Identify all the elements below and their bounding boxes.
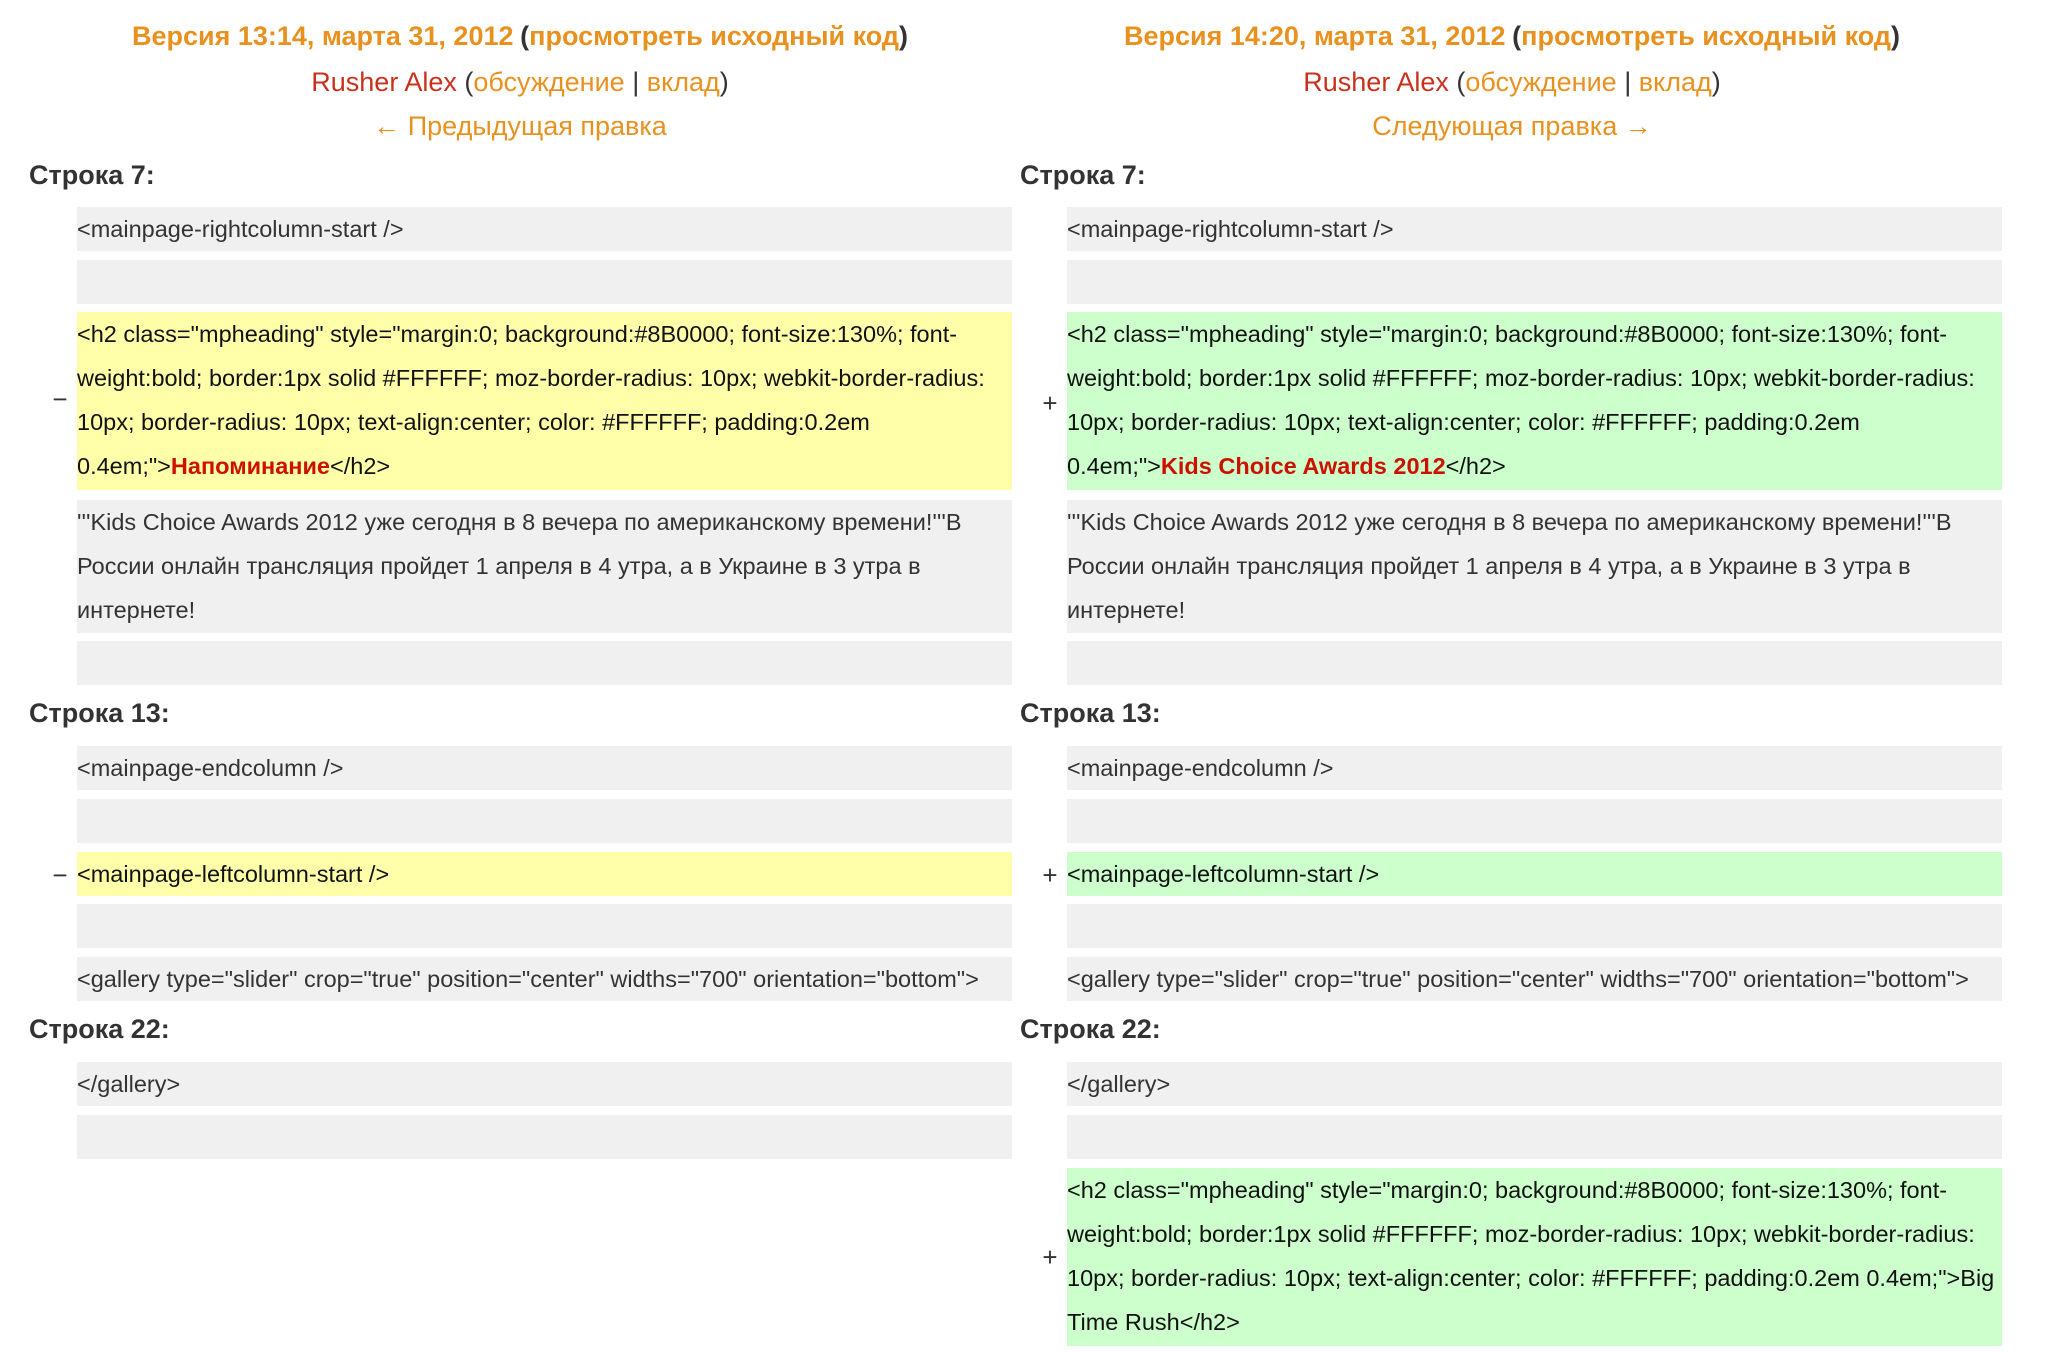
diff-context-row-empty (1067, 1115, 2002, 1159)
paren: ) (719, 67, 729, 97)
diff-context-row-empty (77, 799, 1012, 843)
row-text: <gallery type="slider" crop="true" position="center" widths="700" orientation="bottom"> (1067, 966, 1969, 992)
paren: ) (1711, 67, 1721, 97)
h2-suffix: </h2> (330, 453, 391, 479)
h2-suffix: </h2> (1445, 453, 1506, 479)
paren: ) (899, 21, 909, 51)
row-text: <gallery type="slider" crop="true" position="center" widths="700" orientation="bottom"> (77, 966, 979, 992)
left-user-link[interactable]: Rusher Alex (311, 67, 457, 97)
row-text: <h2 class="mpheading" style="margin:0; background:#8B0000; font-size:130%; font-weight:bold; border:1px solid #FFFFFF; moz-border-radius: 10px; webkit-border-radius: 10px; border-radius: 10px; text-align:center; color: #FFFFFF; padding:0.2em 0.4em;">Big Time Rush</h2> (1067, 1177, 2001, 1335)
left-user-line (30, 60, 1010, 104)
changed-text: Kids Choice Awards 2012 (1160, 453, 1446, 479)
row-text: </gallery> (77, 1071, 181, 1097)
line-label-7-right: Строка 7: (1020, 160, 1146, 190)
diff-context-row-empty (77, 1115, 1012, 1159)
h2-prefix: <h2 class="mpheading" style="margin:0; background:#8B0000; font-size:130%; font-weight:bold; border:1px solid #FFFFFF; moz-border-radius: 10px; webkit-border-radius: 10px; border-radius: 10px; text-align:center; color: #FFFFFF; padding:0.2em 0.4em;"> (1067, 321, 1982, 479)
diff-context-row-empty (1067, 260, 2002, 304)
paren: ( (520, 21, 530, 51)
line-label-13-left: Строка 13: (29, 698, 170, 728)
right-talk-link[interactable]: обсуждение (1465, 67, 1617, 97)
diff-context-row (77, 746, 1012, 790)
line-label-13-right: Строка 13: (1020, 698, 1161, 728)
diff-context-row (1067, 500, 2002, 633)
row-text: <mainpage-endcolumn /> (77, 755, 344, 781)
addition-marker: + (1042, 1242, 1058, 1272)
left-version-link[interactable]: Версия 13:14, марта 31, 2012 (131, 21, 514, 51)
deletion-marker: − (52, 860, 68, 890)
diff-context-row-empty (77, 260, 1012, 304)
right-nav-line (1022, 104, 2002, 148)
paren: ( (1512, 21, 1522, 51)
diff-context-row (77, 1062, 1012, 1106)
right-revision-header (1022, 14, 2002, 148)
diff-context-row-empty (1067, 641, 2002, 685)
right-version-line (1022, 14, 2002, 60)
right-view-source-link[interactable]: просмотреть исходный код (1521, 21, 1892, 51)
separator: | (632, 67, 640, 97)
left-revision-header (30, 14, 1010, 148)
row-text: <mainpage-rightcolumn-start /> (77, 216, 404, 242)
row-text: <mainpage-leftcolumn-start /> (1067, 861, 1380, 887)
diff-context-row-empty (77, 904, 1012, 948)
diff-added-row (1067, 852, 2002, 896)
row-text: <mainpage-rightcolumn-start /> (1067, 216, 1394, 242)
diff-context-row-empty (77, 641, 1012, 685)
row-text: </gallery> (1067, 1071, 1171, 1097)
diff-context-row (77, 207, 1012, 251)
row-text (77, 312, 1012, 488)
diff-context-row-empty (1067, 904, 2002, 948)
row-text: '''Kids Choice Awards 2012 уже сегодня в 8 вечера по американскому времени!'''В России онлайн трансляция пройдет 1 апреля в 4 утра, а в Украине в 3 утра в интернете! (1067, 509, 1959, 623)
right-version-link[interactable]: Версия 14:20, марта 31, 2012 (1123, 21, 1506, 51)
row-text (1067, 312, 2002, 488)
previous-edit-link[interactable]: ← Предыдущая правка (373, 111, 667, 141)
separator: | (1624, 67, 1632, 97)
diff-added-row (1067, 312, 2002, 490)
deletion-marker: − (52, 384, 68, 414)
diff-context-row (1067, 957, 2002, 1001)
line-label-7-left: Строка 7: (29, 160, 155, 190)
diff-context-row (1067, 207, 2002, 251)
paren: ( (464, 67, 474, 97)
row-text: <mainpage-endcolumn /> (1067, 755, 1334, 781)
line-label-22-right: Строка 22: (1020, 1014, 1161, 1044)
left-talk-link[interactable]: обсуждение (473, 67, 625, 97)
left-version-line (30, 14, 1010, 60)
paren: ) (1891, 21, 1901, 51)
line-label-22-left: Строка 22: (29, 1014, 170, 1044)
left-view-source-link[interactable]: просмотреть исходный код (529, 21, 900, 51)
diff-added-row (1067, 1168, 2002, 1346)
row-text: '''Kids Choice Awards 2012 уже сегодня в 8 вечера по американскому времени!'''В России онлайн трансляция пройдет 1 апреля в 4 утра, а в Украине в 3 утра в интернете! (77, 509, 969, 623)
right-user-link[interactable]: Rusher Alex (1303, 67, 1449, 97)
right-contribs-link[interactable]: вклад (1638, 67, 1712, 97)
left-contribs-link[interactable]: вклад (646, 67, 720, 97)
h2-prefix: <h2 class="mpheading" style="margin:0; background:#8B0000; font-size:130%; font-weight:bold; border:1px solid #FFFFFF; moz-border-radius: 10px; webkit-border-radius: 10px; border-radius: 10px; text-align:center; color: #FFFFFF; padding:0.2em 0.4em;"> (77, 321, 992, 479)
diff-deleted-row (77, 312, 1012, 490)
diff-context-row (1067, 746, 2002, 790)
paren: ( (1456, 67, 1466, 97)
changed-text: Напоминание (170, 453, 331, 479)
addition-marker: + (1042, 860, 1058, 890)
diff-deleted-row (77, 852, 1012, 896)
next-edit-link[interactable]: Следующая правка → (1372, 111, 1652, 141)
row-text: <mainpage-leftcolumn-start /> (77, 861, 390, 887)
right-user-line (1022, 60, 2002, 104)
diff-context-row (77, 957, 1012, 1001)
diff-context-row-empty (1067, 799, 2002, 843)
left-nav-line (30, 104, 1010, 148)
diff-context-row (77, 500, 1012, 633)
addition-marker: + (1042, 388, 1058, 418)
diff-context-row (1067, 1062, 2002, 1106)
